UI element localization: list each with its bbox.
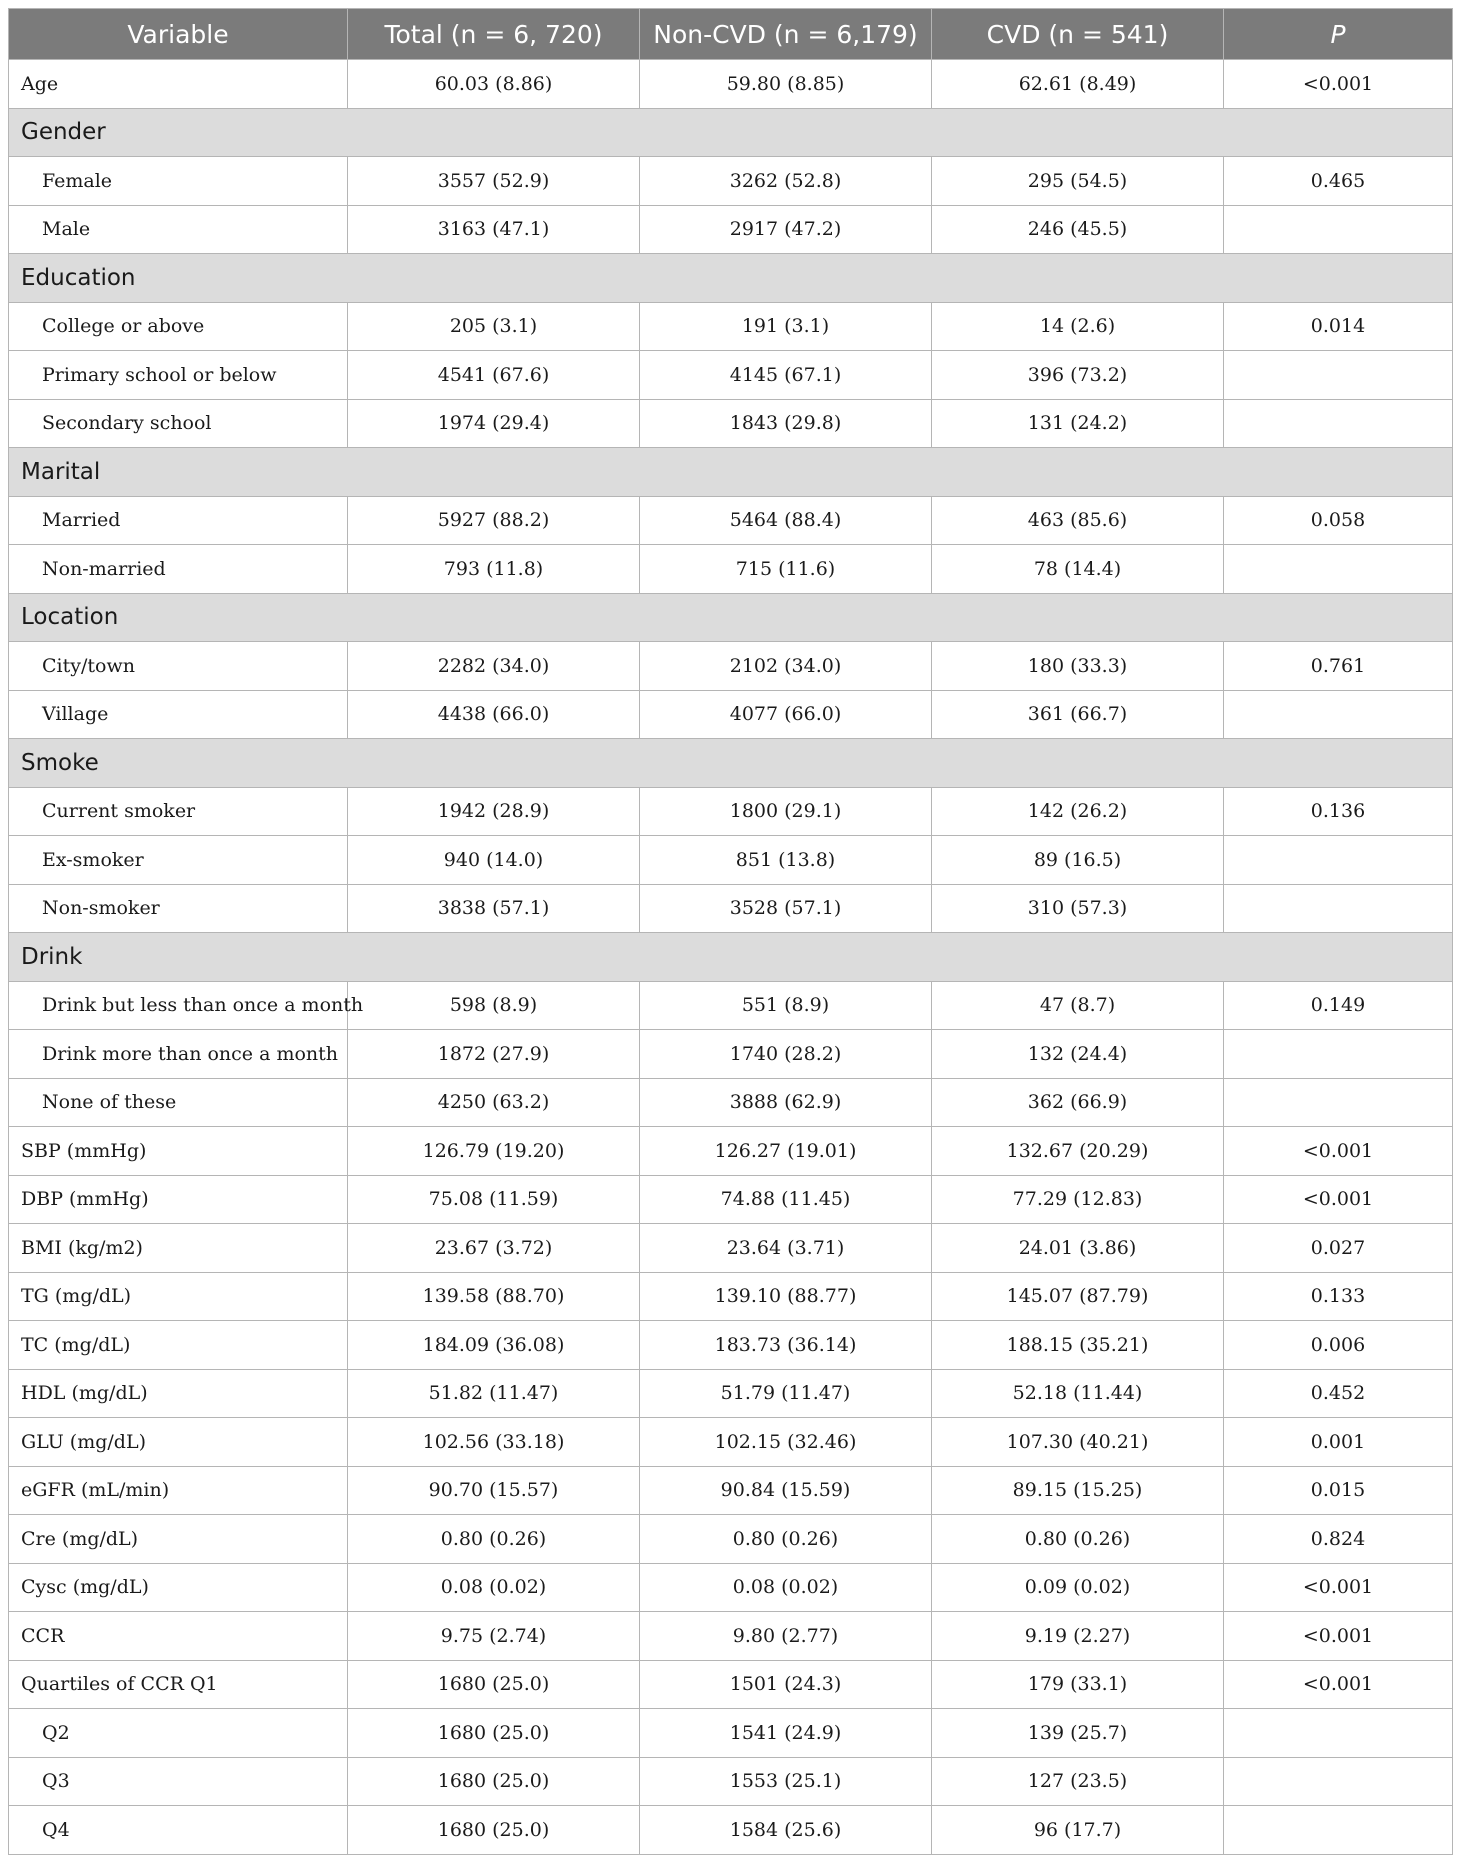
variable-cell: Q4: [9, 1806, 348, 1855]
cvd-cell: 77.29 (12.83): [932, 1175, 1224, 1224]
variable-cell: Q2: [9, 1709, 348, 1758]
non-cvd-cell: 5464 (88.4): [640, 496, 932, 545]
group-label: Location: [9, 593, 1453, 642]
table-container: [8, 8, 1452, 1855]
variable-cell: Male: [9, 205, 348, 254]
p-value-cell: 0.136: [1224, 787, 1453, 836]
table-row: [9, 642, 1453, 691]
table-row: [9, 302, 1453, 351]
non-cvd-cell: 59.80 (8.85): [640, 60, 932, 109]
table-row: [9, 1175, 1453, 1224]
cvd-cell: 188.15 (35.21): [932, 1321, 1224, 1370]
cvd-cell: 180 (33.3): [932, 642, 1224, 691]
variable-cell: Current smoker: [9, 787, 348, 836]
p-value-cell: 0.761: [1224, 642, 1453, 691]
table-row: [9, 1757, 1453, 1806]
table-row: [9, 1515, 1453, 1564]
p-value-cell: [1224, 690, 1453, 739]
variable-cell: Cysc (mg/dL): [9, 1563, 348, 1612]
total-cell: 0.80 (0.26): [348, 1515, 640, 1564]
cvd-cell: 0.09 (0.02): [932, 1563, 1224, 1612]
p-value-cell: [1224, 351, 1453, 400]
non-cvd-cell: 1541 (24.9): [640, 1709, 932, 1758]
non-cvd-cell: 139.10 (88.77): [640, 1272, 932, 1321]
variable-cell: Age: [9, 60, 348, 109]
total-cell: 4250 (63.2): [348, 1078, 640, 1127]
variable-cell: eGFR (mL/min): [9, 1466, 348, 1515]
non-cvd-cell: 1501 (24.3): [640, 1660, 932, 1709]
cvd-cell: 246 (45.5): [932, 205, 1224, 254]
p-value-cell: [1224, 1709, 1453, 1758]
group-header-row: [9, 254, 1453, 303]
total-cell: 940 (14.0): [348, 836, 640, 885]
table-row: [9, 1224, 1453, 1273]
non-cvd-cell: 851 (13.8): [640, 836, 932, 885]
p-value-cell: [1224, 1757, 1453, 1806]
header-p-value: P: [1224, 9, 1453, 60]
cvd-cell: 132 (24.4): [932, 1030, 1224, 1079]
table-row: [9, 496, 1453, 545]
non-cvd-cell: 126.27 (19.01): [640, 1127, 932, 1176]
group-label: Drink: [9, 933, 1453, 982]
total-cell: 139.58 (88.70): [348, 1272, 640, 1321]
cvd-cell: 89 (16.5): [932, 836, 1224, 885]
p-value-cell: 0.465: [1224, 157, 1453, 206]
p-value-cell: <0.001: [1224, 1127, 1453, 1176]
p-value-cell: 0.452: [1224, 1369, 1453, 1418]
table-row: [9, 1709, 1453, 1758]
variable-cell: TG (mg/dL): [9, 1272, 348, 1321]
non-cvd-cell: 0.08 (0.02): [640, 1563, 932, 1612]
cvd-cell: 310 (57.3): [932, 884, 1224, 933]
cvd-cell: 62.61 (8.49): [932, 60, 1224, 109]
non-cvd-cell: 0.80 (0.26): [640, 1515, 932, 1564]
p-value-cell: <0.001: [1224, 60, 1453, 109]
cvd-cell: 179 (33.1): [932, 1660, 1224, 1709]
variable-cell: GLU (mg/dL): [9, 1418, 348, 1467]
table-row: [9, 399, 1453, 448]
table-row: [9, 1660, 1453, 1709]
total-cell: 126.79 (19.20): [348, 1127, 640, 1176]
non-cvd-cell: 1800 (29.1): [640, 787, 932, 836]
table-row: [9, 1272, 1453, 1321]
total-cell: 3163 (47.1): [348, 205, 640, 254]
table-row: [9, 60, 1453, 109]
total-cell: 4541 (67.6): [348, 351, 640, 400]
cvd-cell: 9.19 (2.27): [932, 1612, 1224, 1661]
group-header-row: [9, 739, 1453, 788]
p-value-cell: 0.027: [1224, 1224, 1453, 1273]
total-cell: 23.67 (3.72): [348, 1224, 640, 1273]
non-cvd-cell: 3888 (62.9): [640, 1078, 932, 1127]
group-header-row: [9, 933, 1453, 982]
table-row: [9, 981, 1453, 1030]
variable-cell: None of these: [9, 1078, 348, 1127]
table-row: [9, 1127, 1453, 1176]
cvd-cell: 52.18 (11.44): [932, 1369, 1224, 1418]
total-cell: 205 (3.1): [348, 302, 640, 351]
non-cvd-cell: 9.80 (2.77): [640, 1612, 932, 1661]
variable-cell: College or above: [9, 302, 348, 351]
non-cvd-cell: 51.79 (11.47): [640, 1369, 932, 1418]
cvd-cell: 14 (2.6): [932, 302, 1224, 351]
group-label: Marital: [9, 448, 1453, 497]
non-cvd-cell: 1584 (25.6): [640, 1806, 932, 1855]
total-cell: 51.82 (11.47): [348, 1369, 640, 1418]
non-cvd-cell: 4145 (67.1): [640, 351, 932, 400]
non-cvd-cell: 90.84 (15.59): [640, 1466, 932, 1515]
cvd-cell: 132.67 (20.29): [932, 1127, 1224, 1176]
non-cvd-cell: 1740 (28.2): [640, 1030, 932, 1079]
p-value-cell: [1224, 399, 1453, 448]
table-row: [9, 351, 1453, 400]
variable-cell: SBP (mmHg): [9, 1127, 348, 1176]
cvd-cell: 131 (24.2): [932, 399, 1224, 448]
p-value-cell: <0.001: [1224, 1660, 1453, 1709]
p-value-cell: 0.133: [1224, 1272, 1453, 1321]
cvd-cell: 78 (14.4): [932, 545, 1224, 594]
p-value-cell: <0.001: [1224, 1563, 1453, 1612]
p-value-cell: [1224, 1806, 1453, 1855]
table-row: [9, 1030, 1453, 1079]
non-cvd-cell: 102.15 (32.46): [640, 1418, 932, 1467]
variable-cell: Primary school or below: [9, 351, 348, 400]
non-cvd-cell: 715 (11.6): [640, 545, 932, 594]
total-cell: 3557 (52.9): [348, 157, 640, 206]
variable-cell: HDL (mg/dL): [9, 1369, 348, 1418]
p-value-cell: 0.149: [1224, 981, 1453, 1030]
variable-cell: CCR: [9, 1612, 348, 1661]
total-cell: 75.08 (11.59): [348, 1175, 640, 1224]
table-body: [9, 60, 1453, 1855]
variable-cell: Drink but less than once a month: [9, 981, 348, 1030]
p-value-cell: 0.006: [1224, 1321, 1453, 1370]
table-row: [9, 545, 1453, 594]
total-cell: 0.08 (0.02): [348, 1563, 640, 1612]
header-non-cvd: Non-CVD (n = 6,179): [640, 9, 932, 60]
p-value-cell: [1224, 1078, 1453, 1127]
group-header-row: [9, 108, 1453, 157]
cvd-cell: 396 (73.2): [932, 351, 1224, 400]
non-cvd-cell: 183.73 (36.14): [640, 1321, 932, 1370]
table-row: [9, 1806, 1453, 1855]
table-row: [9, 1612, 1453, 1661]
table-row: [9, 836, 1453, 885]
p-value-cell: 0.824: [1224, 1515, 1453, 1564]
group-header-row: [9, 593, 1453, 642]
cvd-cell: 107.30 (40.21): [932, 1418, 1224, 1467]
non-cvd-cell: 1843 (29.8): [640, 399, 932, 448]
variable-cell: TC (mg/dL): [9, 1321, 348, 1370]
p-value-cell: 0.015: [1224, 1466, 1453, 1515]
group-label: Education: [9, 254, 1453, 303]
p-value-cell: 0.001: [1224, 1418, 1453, 1467]
non-cvd-cell: 191 (3.1): [640, 302, 932, 351]
table-row: [9, 787, 1453, 836]
variable-cell: Village: [9, 690, 348, 739]
header-total: Total (n = 6, 720): [348, 9, 640, 60]
variable-cell: BMI (kg/m2): [9, 1224, 348, 1273]
variable-cell: Non-married: [9, 545, 348, 594]
total-cell: 1680 (25.0): [348, 1806, 640, 1855]
non-cvd-cell: 3262 (52.8): [640, 157, 932, 206]
cvd-cell: 362 (66.9): [932, 1078, 1224, 1127]
non-cvd-cell: 2102 (34.0): [640, 642, 932, 691]
cvd-cell: 89.15 (15.25): [932, 1466, 1224, 1515]
cvd-cell: 145.07 (87.79): [932, 1272, 1224, 1321]
cvd-cell: 47 (8.7): [932, 981, 1224, 1030]
table-row: [9, 884, 1453, 933]
cvd-cell: 295 (54.5): [932, 157, 1224, 206]
cvd-cell: 142 (26.2): [932, 787, 1224, 836]
total-cell: 1680 (25.0): [348, 1757, 640, 1806]
variable-cell: Quartiles of CCR Q1: [9, 1660, 348, 1709]
variable-cell: City/town: [9, 642, 348, 691]
variable-cell: Drink more than once a month: [9, 1030, 348, 1079]
variable-cell: Ex-smoker: [9, 836, 348, 885]
non-cvd-cell: 2917 (47.2): [640, 205, 932, 254]
variable-cell: Non-smoker: [9, 884, 348, 933]
table-row: [9, 1418, 1453, 1467]
total-cell: 102.56 (33.18): [348, 1418, 640, 1467]
variable-cell: Q3: [9, 1757, 348, 1806]
p-value-cell: <0.001: [1224, 1612, 1453, 1661]
cvd-cell: 0.80 (0.26): [932, 1515, 1224, 1564]
total-cell: 2282 (34.0): [348, 642, 640, 691]
table-row: [9, 1466, 1453, 1515]
group-label: Smoke: [9, 739, 1453, 788]
table-row: [9, 205, 1453, 254]
non-cvd-cell: 74.88 (11.45): [640, 1175, 932, 1224]
total-cell: 5927 (88.2): [348, 496, 640, 545]
non-cvd-cell: 3528 (57.1): [640, 884, 932, 933]
p-value-cell: 0.058: [1224, 496, 1453, 545]
cvd-cell: 127 (23.5): [932, 1757, 1224, 1806]
total-cell: 793 (11.8): [348, 545, 640, 594]
table-row: [9, 1369, 1453, 1418]
p-value-cell: [1224, 545, 1453, 594]
non-cvd-cell: 1553 (25.1): [640, 1757, 932, 1806]
variable-cell: Married: [9, 496, 348, 545]
variable-cell: Secondary school: [9, 399, 348, 448]
total-cell: 4438 (66.0): [348, 690, 640, 739]
cvd-cell: 463 (85.6): [932, 496, 1224, 545]
p-value-cell: 0.014: [1224, 302, 1453, 351]
total-cell: 1942 (28.9): [348, 787, 640, 836]
header-cvd: CVD (n = 541): [932, 9, 1224, 60]
total-cell: 9.75 (2.74): [348, 1612, 640, 1661]
table-row: [9, 1563, 1453, 1612]
total-cell: 1680 (25.0): [348, 1660, 640, 1709]
cvd-cell: 361 (66.7): [932, 690, 1224, 739]
table-row: [9, 1078, 1453, 1127]
table-header-row: [9, 9, 1453, 60]
group-header-row: [9, 448, 1453, 497]
p-value-cell: [1224, 205, 1453, 254]
group-label: Gender: [9, 108, 1453, 157]
total-cell: 1974 (29.4): [348, 399, 640, 448]
p-value-cell: [1224, 884, 1453, 933]
table-row: [9, 157, 1453, 206]
p-value-cell: <0.001: [1224, 1175, 1453, 1224]
variable-cell: Cre (mg/dL): [9, 1515, 348, 1564]
table-row: [9, 1321, 1453, 1370]
total-cell: 1872 (27.9): [348, 1030, 640, 1079]
total-cell: 3838 (57.1): [348, 884, 640, 933]
variable-cell: DBP (mmHg): [9, 1175, 348, 1224]
p-value-cell: [1224, 836, 1453, 885]
total-cell: 60.03 (8.86): [348, 60, 640, 109]
non-cvd-cell: 4077 (66.0): [640, 690, 932, 739]
cvd-cell: 96 (17.7): [932, 1806, 1224, 1855]
cvd-cell: 139 (25.7): [932, 1709, 1224, 1758]
variable-cell: Female: [9, 157, 348, 206]
non-cvd-cell: 551 (8.9): [640, 981, 932, 1030]
total-cell: 90.70 (15.57): [348, 1466, 640, 1515]
table-row: [9, 690, 1453, 739]
total-cell: 184.09 (36.08): [348, 1321, 640, 1370]
p-value-cell: [1224, 1030, 1453, 1079]
cvd-cell: 24.01 (3.86): [932, 1224, 1224, 1273]
total-cell: 598 (8.9): [348, 981, 640, 1030]
baseline-characteristics-table: [8, 8, 1453, 1855]
header-variable: Variable: [9, 9, 348, 60]
total-cell: 1680 (25.0): [348, 1709, 640, 1758]
non-cvd-cell: 23.64 (3.71): [640, 1224, 932, 1273]
